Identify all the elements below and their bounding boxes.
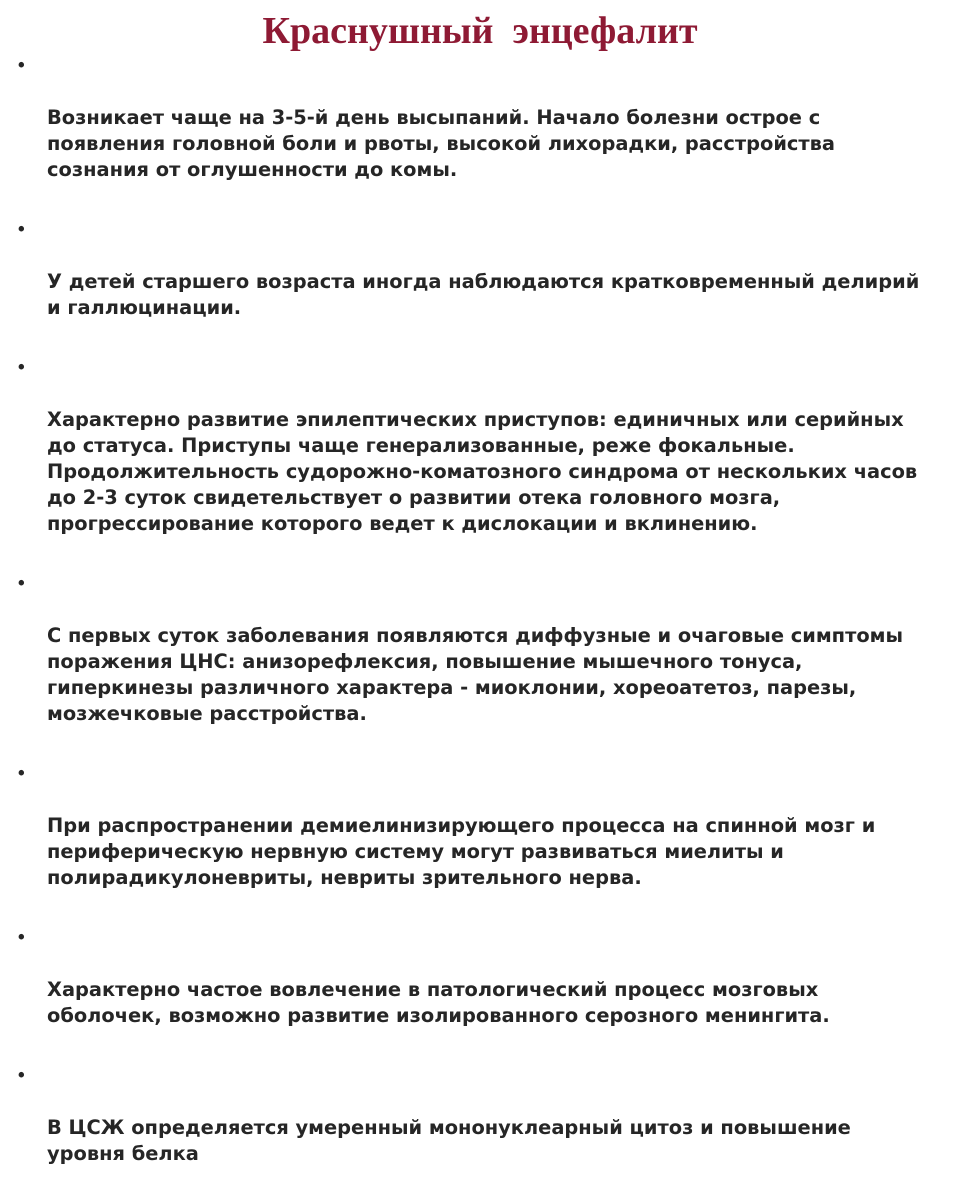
bullet-item xyxy=(18,53,948,209)
bullet-text: У детей старшего возраста иногда наблюдаются кратковременный делирий и галлюцинации. xyxy=(47,270,920,319)
bullet-item xyxy=(18,1063,948,1193)
bullet-text: Характерно частое вовлечение в патологический процесс мозговых оболочек, возможно развитие изолированного серозного менингита. xyxy=(47,978,830,1027)
bullet-text: Характерно развитие эпилептических приступов: единичных или серийных до статуса. Приступы чаще генерализованные, реже фокальные. Продолжительность судорожно-коматозного синдрома от нескольких часов до 2-3 суток свидетельствует о развитии отека головного мозга, прогрессирование которого ведет к дислокации и вклинению. xyxy=(47,408,918,535)
bullet-icon: • xyxy=(18,927,25,948)
bullet-item xyxy=(18,571,948,753)
bullet-text: Возникает чаще на 3-5-й день высыпаний. Начало болезни острое с появления головной боли и рвоты, высокой лихорадки, расстройства сознания от оглушенности до комы. xyxy=(47,106,836,181)
bullet-item xyxy=(18,355,948,563)
bullet-icon: • xyxy=(18,357,25,378)
slide-title: Краснушный энцефалит xyxy=(262,10,698,52)
bullet-text: При распространении демиелинизирующего процесса на спинной мозг и периферическую нервную систему могут развиваться миелиты и полирадикулоневриты, невриты зрительного нерва. xyxy=(47,814,876,889)
bullet-item xyxy=(18,925,948,1055)
bullet-text: С первых суток заболевания появляются диффузные и очаговые симптомы поражения ЦНС: анизорефлексия, повышение мышечного тонуса, гиперкинезы различного характера - миоклонии, хореоатетоз, парезы, мозжечковые расстройства. xyxy=(47,624,904,725)
bullet-icon: • xyxy=(18,763,25,784)
bullet-list xyxy=(18,53,948,1201)
bullet-icon: • xyxy=(18,573,25,594)
bullet-item xyxy=(18,761,948,917)
bullet-icon: • xyxy=(18,1065,25,1086)
bullet-item xyxy=(18,217,948,347)
bullet-icon: • xyxy=(18,219,25,240)
bullet-icon: • xyxy=(18,55,25,76)
bullet-text: В ЦСЖ определяется умеренный мононуклеарный цитоз и повышение уровня белка xyxy=(47,1116,851,1165)
